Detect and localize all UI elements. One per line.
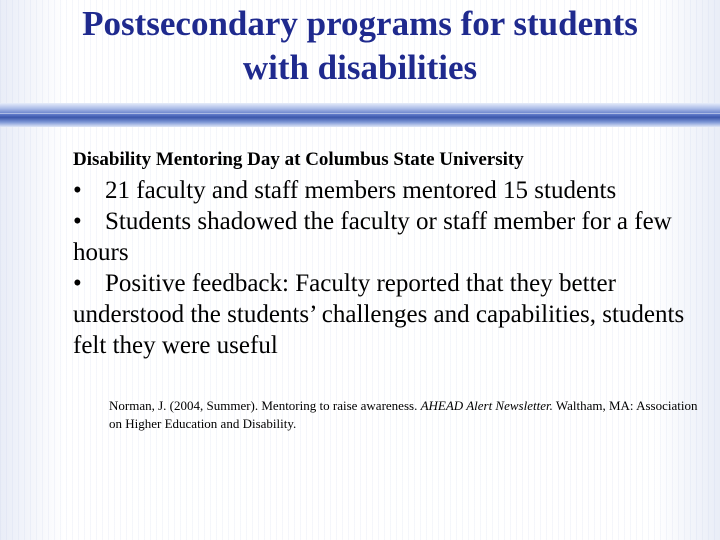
bullet-text: Students shadowed the faculty or staff member for a few hours (73, 208, 672, 266)
slide-title-line-1: Postsecondary programs for students (82, 4, 638, 43)
slide-body (73, 147, 703, 361)
bullet-item (73, 175, 703, 206)
citation-source-title: AHEAD Alert Newsletter. (420, 398, 553, 413)
slide-title-line-2: with disabilities (242, 48, 478, 87)
bullet-list (73, 175, 703, 361)
slide-title (0, 2, 720, 90)
citation (109, 397, 699, 432)
title-divider-bar (0, 103, 720, 127)
citation-author-title: Norman, J. (2004, Summer). Mentoring to raise awareness. (109, 398, 421, 413)
bullet-marker: • (73, 177, 82, 204)
bullet-text: Positive feedback: Faculty reported that they better understood the students’ challenges and capabilities, students felt they were useful (73, 270, 685, 359)
subheading: Disability Mentoring Day at Columbus State University (73, 149, 524, 170)
citation-publisher: Waltham, MA: Association on Higher Education and Disability. (109, 398, 698, 431)
bullet-text: 21 faculty and staff members mentored 15 students (105, 177, 617, 204)
bullet-marker: • (73, 208, 82, 235)
bullet-item (73, 268, 703, 361)
bullet-item (73, 206, 703, 268)
bullet-marker: • (73, 270, 82, 297)
